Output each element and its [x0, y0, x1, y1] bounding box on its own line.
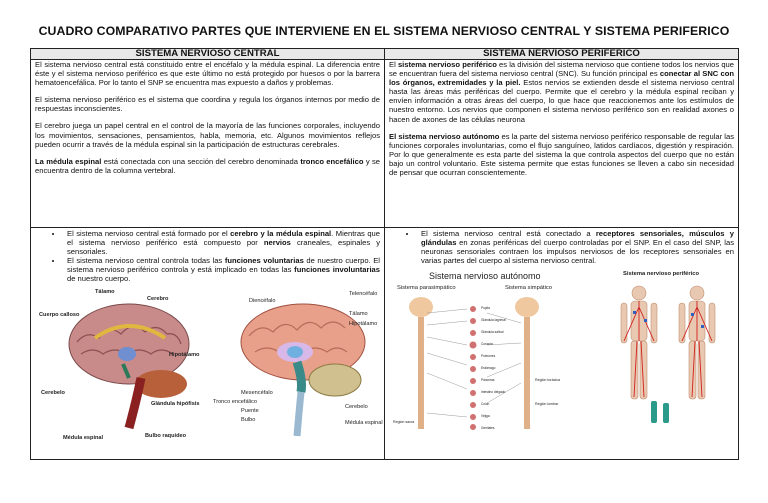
peripheral-paragraph-1: El sistema nervioso periférico es la división del sistema nervioso que contiene todos los nervios que se encuentran fuera del sistema nervioso central (SNC). Su función principal es conectar al SNC con los órganos, extremidades y la piel. Estos nervios se extienden desde el sistema nervioso central hasta las áreas más periféricas del cuerpo. Permite que el cerebro y la médula espinal reciban y envíen información a otras áreas del cuerpo, lo que hace que reaccionemos ante los estímulos de nuestro entorno. Los nervios que componen el sistema nervioso periférico son en realidad axones o hacen de axones de las células neurona [389, 60, 735, 124]
label-hipotalamo-2: Hipotálamo [349, 320, 378, 327]
label-hipotalamo: Hipotálamo [169, 351, 200, 358]
peripheral-bullets-cell [385, 228, 739, 460]
list-item: • El sistema nervioso central controla todas las funciones voluntarias de nuestro cuerpo. El sistema nervioso periférico controla y está implicado en todas las funciones involuntarias de nuestro cuerpo. [63, 256, 380, 283]
label-bulbo-2: Bulbo [241, 416, 256, 423]
organ-label: Intestino delgado [481, 390, 506, 395]
peripheral-text-cell [385, 60, 739, 228]
document-title: CUADRO COMPARATIVO PARTES QUE INTERVIENE EN EL SISTEMA NERVIOSO CENTRAL Y SISTEMA PERIFERICO [38, 24, 730, 38]
label-region-sacra: Región sacra [393, 420, 415, 425]
label-talamo-2: Tálamo [349, 310, 368, 317]
label-telencefalo: Telencéfalo [349, 290, 378, 297]
central-paragraph-3: El cerebro juega un papel central en el control de la mayoría de las funciones corporales, incluyendo los movimientos, sensaciones, pensamientos, habla, memoria, etc. Algunos movimientos reflejos pueden ocurrir a través de la médula espinal sin la participación de estructuras cerebrales. [35, 121, 380, 149]
label-cuerpo-calloso: Cuerpo calloso [39, 311, 80, 318]
label-talamo: Tálamo [95, 288, 115, 295]
central-paragraph-4: La médula espinal está conectada con una sección del cerebro denominada tronco encefálico y se encuentra dentro de la columna vertebral. [35, 156, 380, 175]
central-paragraph-2: El sistema nervioso periférico es el sistema que coordina y regula los órganos internos por medio de respuestas inconscientes. [35, 95, 380, 114]
organ-label: Pupila [481, 306, 490, 311]
peripheral-paragraph-2: El sistema nervioso autónomo es la parte del sistema nervioso periférico responsable de regular las funciones corporales involuntarias, como el flujo sanguíneo, latidos cardíacos, digestión y respiración. Por lo que generalmente es esta parte del sistema la que controla aspectos del cuerpo que no están bajo un control voluntario. Este sistema permite que estas funciones se lleven a cabo sin necesidad de pensar que ocurran conscientemente. [389, 131, 734, 178]
peripheral-body-illustration [611, 281, 729, 431]
comparison-table [30, 48, 739, 460]
label-cerebelo: Cerebelo [41, 389, 65, 396]
brain-illustrations [35, 286, 383, 454]
label-diencefalo: Diencéfalo [249, 297, 276, 304]
label-region-toracica: Región torácica [535, 378, 560, 383]
list-item: • El sistema nervioso central está formado por el cerebro y la médula espinal. Mientras que el sistema nervioso periférico está compuesto por nervios craneales, espinales y sensoriales. [63, 229, 380, 256]
label-parasimpatico: Sistema parasimpático [397, 285, 456, 292]
label-region-lumbar: Región lumbar [535, 402, 559, 407]
peripheral-bullet-list [389, 229, 734, 265]
label-protuberancia: Puente [241, 407, 259, 414]
organ-label: Estómago [481, 366, 496, 371]
nervous-system-illustrations [389, 271, 734, 433]
central-paragraph-1: El sistema nervioso central está constituido entre el encéfalo y la médula espinal. La diferencia entre éste y el sistema nervioso periférico es que este último no está protegido por huesos o por la barrera hematoencefálica. Por lo tanto el SNP se encuentra mas expuesto a daños y problemas. [35, 60, 380, 88]
organ-label: Colon [481, 402, 490, 407]
header-peripheral: SISTEMA NERVIOSO PERIFERICO [385, 49, 739, 60]
label-mesencefalo: Mesencéfalo [241, 389, 273, 396]
label-glandula: Glándula hipófisis [151, 400, 200, 407]
organ-label: Páncreas [481, 378, 495, 383]
label-medula: Médula espinal [63, 434, 104, 441]
autonomic-title: Sistema nervioso autónomo [429, 271, 541, 282]
organ-label: Genitales [481, 426, 495, 431]
central-bullet-list [35, 229, 380, 284]
label-cerebro: Cerebro [147, 295, 169, 302]
organ-label: Pulmones [481, 354, 496, 359]
autonomic-diagram [393, 293, 563, 433]
label-simpatico: Sistema simpático [505, 285, 553, 292]
peripheral-figure-title: Sistema nervioso periférico [623, 271, 700, 278]
list-item: • El sistema nervioso central está conectado a receptores sensoriales, músculos y glándulas en zonas periféricas del cuerpo controladas por el SNP. En el caso del SNP, las neuronas sensoriales contraen los impulsos nerviosos de los receptores sensoriales en varias partes del cuerpo al sistema nervioso central. [417, 229, 734, 265]
organ-label: Glándula lagrimal [481, 318, 506, 323]
central-text-cell [31, 60, 385, 228]
label-medula-2: Médula espinal [345, 419, 383, 426]
organ-label: Glándula salival [481, 330, 504, 335]
organ-label: Vejiga [481, 414, 490, 419]
central-bullets-cell [31, 228, 385, 460]
header-central: SISTEMA NERVIOSO CENTRAL [31, 49, 385, 60]
label-tronco: Tronco encefálico [213, 398, 257, 405]
label-bulbo: Bulbo raquídeo [145, 432, 187, 439]
label-cerebelo-2: Cerebelo [345, 403, 368, 410]
organ-label: Corazón [481, 342, 494, 347]
